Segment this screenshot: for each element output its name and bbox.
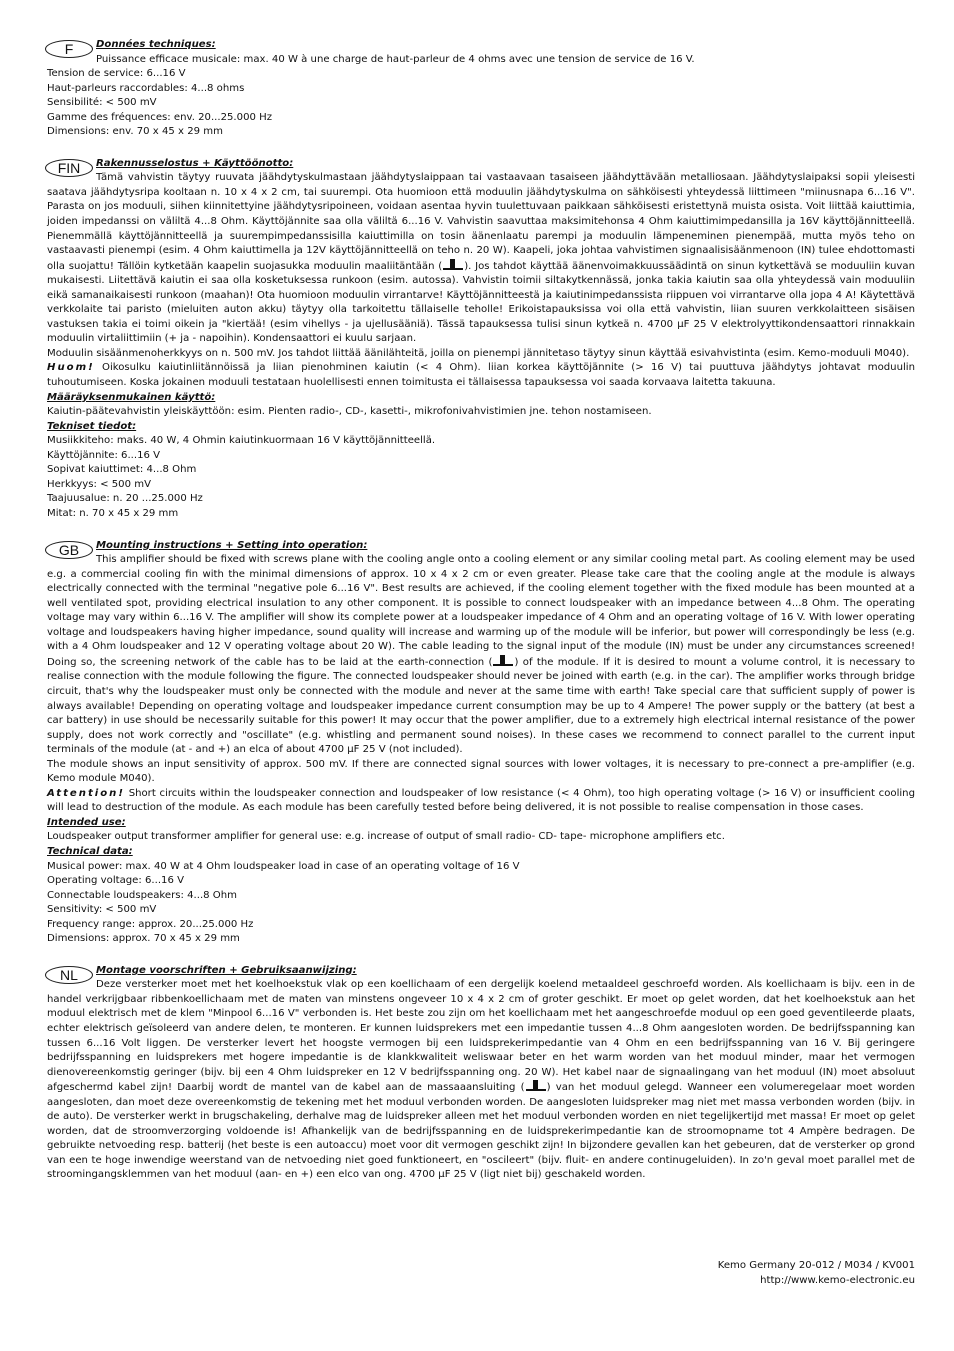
section-finnish bbox=[47, 157, 915, 522]
text-line: Dimensions: approx. 70 x 45 x 29 mm bbox=[47, 933, 240, 945]
paragraph bbox=[47, 978, 915, 1183]
text-line: Dimensions: env. 70 x 45 x 29 mm bbox=[47, 126, 223, 138]
text-line: Musical power: max. 40 W at 4 Ohm loudspeaker load in case of an operating voltage of 16 V bbox=[47, 860, 520, 872]
subheading: Tekniset tiedot: bbox=[47, 420, 137, 432]
paragraph-text: This amplifier should be fixed with screws plane with the cooling angle onto a cooling element or any similar cooling metal part. As cooling element may be used e.g. a commercial cooling fin with the minimal dimensions of approx. 10 x 4 x 2 cm or even greater. Please take care that the cooling angle at the module is always electrically connected with the terminal "negative pole 6...16 V". Best results are achieved, if the cooling element together with the fixed module has been mounted at a well ventilated spot, providing electrical insulation to any other component. It is possible to connect loudspeaker with an impedance between 4...8 Ohm. The operating voltage may vary within 6...16 V. The amplifier will show its complete power at a loudspeaker impedance of 4 Ohm and an operating voltage of 16 V. With lower operating voltage and loudspeakers having higher impedance, sound quality will increase and warming up of the module will be inferior, but power will correspondingly be less (e.g. with a 4 Ohm loudspeaker and 12 V operating voltage about 20 W). The cable leading to the signal input of the module (IN) must be under any circumstances screened! Doing so, the screening network of the cable has to be laid at the earth-connection ( bbox=[47, 554, 915, 668]
text-line: Herkkyys: < 500 mV bbox=[47, 478, 151, 490]
section-title-f: Données techniques: bbox=[96, 39, 216, 50]
ground-symbol-icon bbox=[442, 259, 464, 270]
footer-reference: Kemo Germany 20-012 / M034 / KV001 bbox=[717, 1260, 915, 1271]
ground-symbol-icon bbox=[492, 655, 514, 666]
paragraph: Moduulin sisäänmenoherkkyys on n. 500 mV. Jos tahdot liittää äänilähteitä, joilla on pienempi jännitetaso täytyy sinun käyttää esivahvistinta (esim. Kemo-moduuli M040). bbox=[47, 347, 910, 359]
text-line: Taajuusalue: n. 20 ...25.000 Hz bbox=[47, 493, 203, 505]
subheading: Määräyksenmukainen käyttö: bbox=[47, 391, 216, 403]
paragraph bbox=[47, 171, 915, 347]
warning-text: Short circuits within the loudspeaker connection and loudspeaker of low resistance (< 4 Ohm), too high operating voltage (> 16 V) or insufficient cooling will lead to destruction of the module. As each module has been carefully tested before being delivered, it is not possible to realise compensation in those cases. bbox=[47, 787, 915, 814]
paragraph-text: Deze versterker moet met het koelhoekstuk vlak op een koellichaam of een dergelijk koelend metaaldeel geschroefd worden. Als koellichaam is bijv. een in de handel verkrijgbaar ribbenkoellichaam met de maten van minstens ongeveer 10 x 4 x 2 cm of groter geschikt. Er moet op gelet worden, dat het koelhoekstuk aan het moduul elektrisch met de klem "Minpool 6...16 V" verbonden is. Het beste zou zijn om het koellichaam met het aangeschroefde moduul op een goed geventileerde plaats, echter elektrisch geïsoleerd van andere delen, te monteren. Er kunnen luidsprekers met een impedantie tussen 4...8 Ohm aangesloten worden. De bedrijfsspanning kan tussen 6...16 Volt liggen. De versterker levert het hoogste vermogen bij een luidsprekerimpedantie van 4 Ohm en een bedrijfsspanning van 16 V. Bij geringere bedrijfsspanning en luidsprekers met hogere impedantie is de klankkwaliteit weliswaar beter en het warm worden van het moduul minder, maar het vermogen dienovereenkomstig geringer (bijv. bij een 4 Ohm luidspreker en 12 V bedrijfsspanning ong. 20 W). Het kabel naar de signaalingang van het moduul (IN) moet absoluut afgeschermd kabel zijn! Daarbij wordt de mantel van de kabel aan de massaaansluiting ( bbox=[47, 979, 915, 1094]
text-line: Operating voltage: 6...16 V bbox=[47, 875, 184, 887]
paragraph-text: Tämä vahvistin täytyy ruuvata jäähdytyskulmastaan jäähdytyslaippaan tai vastaavaan tasaiseen jäähdyttävään metalliosaan. Jäähdytyslaipaksi sopii yleisesti saatava jäähdytysripa kooltaan n. 10 x 4 x 2 cm, tai suurempi. Ota huomioon että moduulin jäähdytyskulma on sähköisesti yhteydessä liittimeen "miinusnapa 6...16 V". Parasta on jos moduuli, siihen kiinnitettyine jäähdytysripoineen, voidaan asentaa hyvin tuulettuvaan paikkaan sähköisesti eristettynä muista osista. Voit liittää kaiuttimia, joiden impedanssi on väliltä 4...8 Ohm. Käyttöjännite saa olla väliltä 6...16 V. Vahvistin saavuttaa maksimitehonsa 4 Ohm kaiuttimimpedansilla ja 16V käyttöjännitteellä. Pienemmällä käyttöjännitteellä ja suurempimpedanssisilla kaiuttimilla on tosin äänenlaatu parempi ja moduulin lämpeneminen pienempää, mutta myös teho on vastaavasti pienempi (esim. 4 Ohm kaiuttimella ja 12V käyttöjännitteellä on teho n. 20 W). Kaapeli, joka johtaa vahvistimen signaalisisäänmenoon (IN) tulee ehdottomasti olla suojattu! Tällöin kytketään kaapelin suojasukka moduulin maaliitäntään ( bbox=[47, 172, 915, 272]
text-line: Sensibilité: < 500 mV bbox=[47, 97, 157, 109]
text-line: Loudspeaker output transformer amplifier for general use: e.g. increase of output of small radio- CD- tape- microphone amplifiers etc. bbox=[47, 831, 725, 843]
document-page bbox=[47, 38, 915, 1183]
section-english bbox=[47, 539, 915, 947]
language-badge-fin: FIN bbox=[45, 159, 93, 177]
paragraph: The module shows an input sensitivity of approx. 500 mV. If there are connected signal sources with lower voltages, it is necessary to pre-connect a pre-amplifier (e.g. Kemo module M040). bbox=[47, 758, 915, 785]
language-badge-nl: NL bbox=[45, 966, 93, 984]
text-line: Frequency range: approx. 20...25.000 Hz bbox=[47, 918, 254, 930]
paragraph bbox=[47, 787, 915, 816]
section-title-fin: Rakennusselostus + Käyttöönotto: bbox=[96, 157, 294, 169]
text-line: Käyttöjännite: 6...16 V bbox=[47, 449, 161, 461]
paragraph bbox=[47, 361, 915, 390]
warning-label: Huom! bbox=[47, 362, 95, 374]
subheading: Intended use: bbox=[47, 816, 126, 828]
paragraph bbox=[47, 553, 915, 758]
section-title-gb: Mounting instructions + Setting into operation: bbox=[96, 539, 368, 551]
section-title-nl: Montage voorschriften + Gebruiksaanwijzing: bbox=[96, 964, 357, 976]
paragraph-text: ). Jos tahdot käyttää äänenvoimakkuussäädintä on sinun kytkettävä se moduuliin kuvan mukaisesti. Liitettävä kaiutin ei saa olla kosketuksessa runkoon (esim. autossa). Vahvistin toimii siltakytkennässä, jonka takia kaiutin saa olla yhteydessä vain moduuliin eikä samanaikaisesti runkoon (maahan)! Ota huomioon moduulin virrantarve! Käyttöjännitteestä ja kaiutinimpedanssista riippuen voi virrantarve olla jopa 4 A! Käytettävä verkkolaite tai paristo (mieluiten auton akku) täytyy olla tarkoitettu tällaiselle teholle! Erikoistapauksissa voi olla että vahvistin, liian suuren verkkolaitteen sisäisen vastuksen takia ei toimi oikein ja "kiertää! (esim vihellys - ja ujellusääniä). Tässä tapauksessa tulisi sinun kytkeä n. 4700 µF 25 V elektrolyyttikondensaattori rinnakkain moduulin virtaliittimiin (+ ja - napoihin). Kondensaattori ei kuulu sarjaan. bbox=[47, 260, 915, 345]
text-line: Mitat: n. 70 x 45 x 29 mm bbox=[47, 507, 179, 519]
ground-symbol-icon bbox=[525, 1080, 547, 1091]
text-line: Connectable loudspeakers: 4...8 Ohm bbox=[47, 889, 237, 901]
footer bbox=[718, 1259, 915, 1288]
text-line: Tension de service: 6...16 V bbox=[47, 68, 186, 80]
warning-text: Oikosulku kaiutinliitännöissä ja liian pienohminen kaiutin (< 4 Ohm). liian korkea käyttöjännite (> 16 V) tai puuttuva jäähdytys johtavat moduulin tuhoutumiseen. Koska jokainen moduuli testataan huolellisesti ennen toimitusta ei tällaisessa tapauksessa voi saada korvaava laitetta takuuna. bbox=[47, 362, 915, 389]
language-badge-f: F bbox=[45, 40, 93, 58]
text-line: Musiikkiteho: maks. 40 W, 4 Ohmin kaiutinkuormaan 16 V käyttöjännitteellä. bbox=[47, 435, 436, 447]
language-badge-gb: GB bbox=[45, 541, 93, 559]
warning-label: Attention! bbox=[47, 787, 125, 799]
text-line: Puissance efficace musicale: max. 40 W à une charge de haut-parleur de 4 ohms avec une tension de service de 16 V. bbox=[96, 53, 695, 65]
section-dutch bbox=[47, 964, 915, 1183]
paragraph-text: ) of the module. If it is desired to mount a volume control, it is necessary to realise connection with the module following the figure. The connected loudspeaker should never be joined with earth (e.g. in the car). The amplifier works through bridge circuit, that's why the loudspeaker must only be connected with the module and never at the same time with earth! Take special care that sufficient supply of power is always available! Depending on operating voltage and loudspeaker impedance current consumption may be up to 4 Ampere! The power supply or the battery (at best a car battery) in use should be necessarily suitable for this power! It may occur that the power amplifier, due to a extremely high electrical internal resistance of the power supply, does not work correctly and "oscillate" (e.g. whistling and permanent sound noises). In these cases we recommend to connect parallel to the current input terminals of the module (at - and +) an elca of about 4700 µF 25 V (not included). bbox=[47, 656, 915, 756]
subheading: Technical data: bbox=[47, 845, 133, 857]
section-french bbox=[47, 38, 915, 140]
text-line: Gamme des fréquences: env. 20...25.000 Hz bbox=[47, 111, 273, 123]
footer-url[interactable]: http://www.kemo-electronic.eu bbox=[760, 1274, 915, 1286]
text-line: Sopivat kaiuttimet: 4...8 Ohm bbox=[47, 464, 197, 476]
text-line: Sensitivity: < 500 mV bbox=[47, 904, 157, 916]
text-line: Haut-parleurs raccordables: 4...8 ohms bbox=[47, 82, 245, 94]
text-line: Kaiutin-päätevahvistin yleiskäyttöön: esim. Pienten radio-, CD-, kasetti-, mikrofonivahvistimien jne. tehon nostamiseen. bbox=[47, 406, 652, 418]
paragraph-text: ) van het moduul gelegd. Wanneer een volumeregelaar moet worden aangesloten, dan moet deze overeenkomstig de tekening met het moduul verbonden worden. De aangesloten luidspreker mag niet met massa verbonden worden (bijv. in de auto). De versterker werkt in brugschakeling, derhalve mag de luidspreker alleen met het moduul verbonden worden en niet tegelijkertijd met massa! Er moet op gelet worden, dat de stroomverzorging voldoende is! Afhankelijk van de bedrijfsspanning en de luidsprekerimpedantie kan de stroomopname tot 4 Ampère bedragen. De gebruikte netvoeding resp. batterij (het beste is een autoaccu) moet voor dit vermogen geschikt zijn! In bijzondere gevallen kan het gebeuren, dat de versterker op grond van een te hoge inwendige weerstand van de netvoeding niet goed funktioneert, en "oscileert" (bijv. fluit- en andere continugeluiden). In zo'n geval moet parallel met de stroomingangsklemmen van het moduul (aan- en +) een elco van ong. 4700 µF 25 V (ligt niet bij) geschakeld worden. bbox=[47, 1082, 916, 1181]
